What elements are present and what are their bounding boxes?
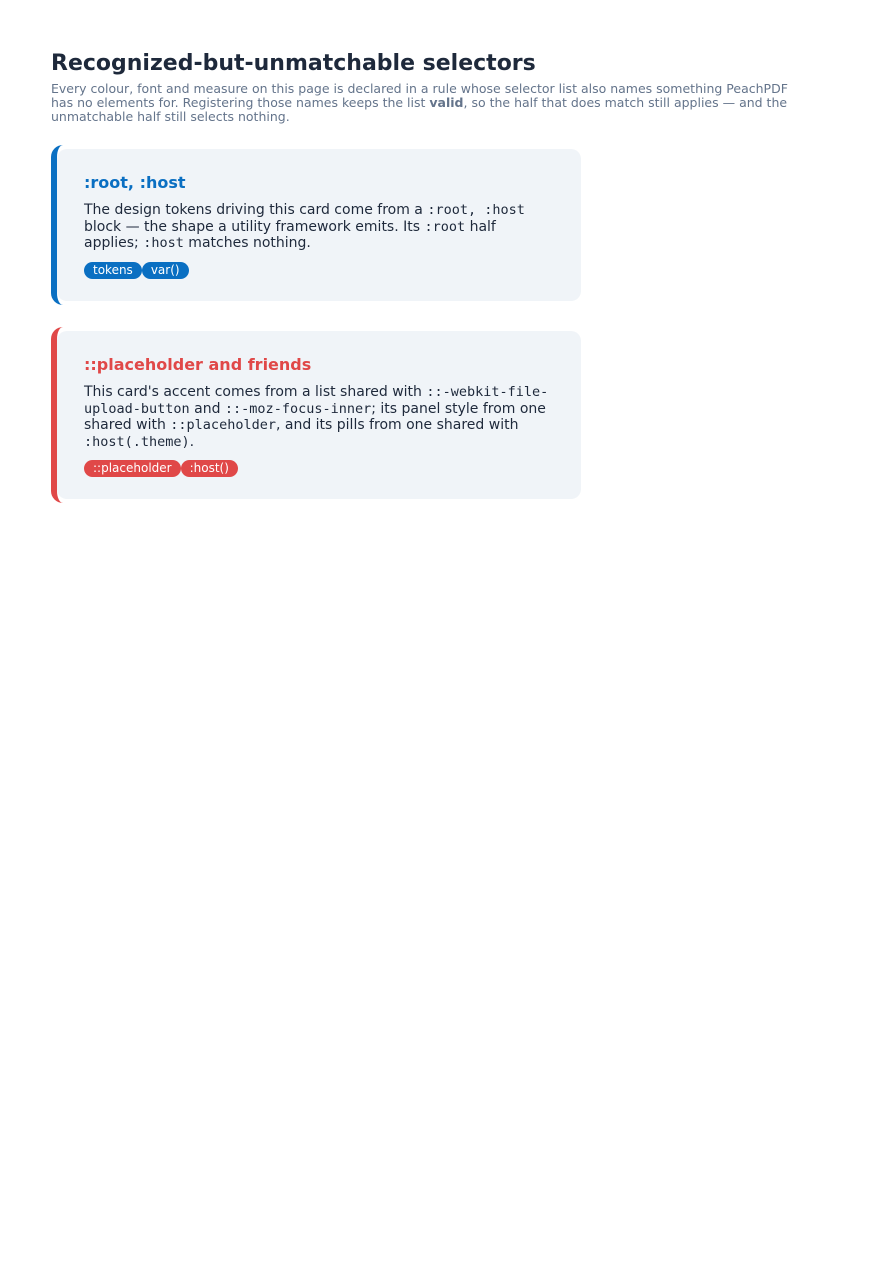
body-text: . — [189, 433, 195, 450]
body-text: half applies; — [84, 218, 496, 251]
intro-paragraph — [51, 82, 796, 124]
card-body — [84, 202, 554, 252]
card-placeholder — [51, 331, 581, 499]
pill: tokens — [84, 262, 142, 279]
page-title: Recognized-but-unmatchable selectors — [51, 51, 536, 76]
intro-text-end: , so the half that does match still applies — and the unmatchable half still selects nothing. — [51, 95, 788, 124]
card-title: :root, :host — [84, 173, 186, 192]
pill: ::placeholder — [84, 460, 181, 477]
card-accent-bar — [51, 327, 67, 503]
inline-code: ::placeholder — [170, 417, 276, 433]
body-text: The design tokens driving this card come from a — [84, 202, 428, 218]
inline-code: :host(.theme) — [84, 433, 190, 450]
pill-list — [84, 460, 561, 477]
body-text: matches nothing. — [183, 235, 311, 251]
body-text: This card's accent comes from a list shared with — [84, 384, 427, 400]
card-accent-bar — [51, 145, 67, 305]
card-body — [84, 384, 554, 450]
inline-code: ::-webkit-file-upload-button — [84, 384, 549, 417]
inline-code: :root — [424, 218, 466, 235]
page — [51, 50, 811, 475]
body-text: block — the shape a utility framework emits. Its — [84, 218, 425, 235]
card-root-host — [51, 149, 581, 301]
intro-bold-word: valid — [429, 95, 464, 110]
intro-text-start: Every colour, font and measure on this page is declared in a rule whose selector list also names something PeachPDF has no elements for. Registering those names keeps the list — [51, 81, 788, 110]
inline-code: :host — [143, 235, 184, 251]
body-text: and — [189, 400, 225, 417]
pill: :host() — [181, 460, 238, 477]
pill: var() — [142, 262, 189, 279]
inline-code: ::-moz-focus-inner — [224, 400, 372, 417]
body-text: , and its pills from one shared with — [275, 417, 519, 433]
card-title: ::placeholder and friends — [84, 355, 312, 374]
body-text: ; its panel style from one shared with — [84, 400, 546, 433]
inline-code: :root, :host — [427, 202, 525, 218]
pill-list — [84, 262, 561, 279]
